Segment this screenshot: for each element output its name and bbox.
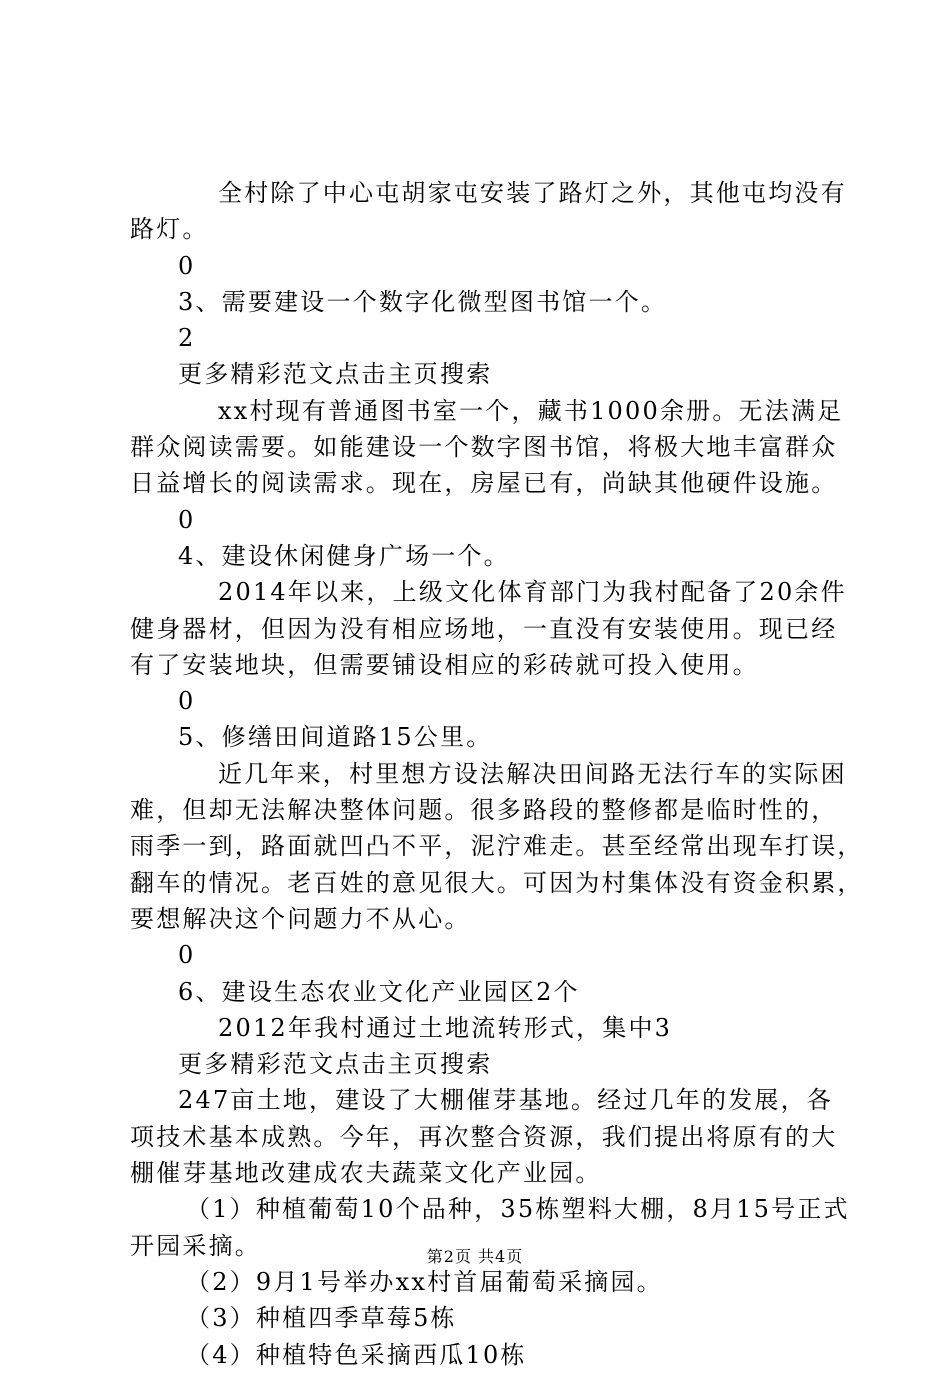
text-line: 开园采摘。 [130, 1231, 261, 1260]
page-footer: 第2页 共4页 [426, 1247, 524, 1266]
text-line: 2012年我村通过土地流转形式，集中3 [218, 1013, 673, 1042]
text-line: 4、建设休闲健身广场一个。 [178, 541, 510, 570]
text-line: 翻车的情况。老百姓的意见很大。可因为村集体没有资金积累， [130, 868, 864, 897]
text-line: xx村现有普通图书室一个，藏书1000余册。无法满足 [218, 396, 844, 425]
text-line: 群众阅读需要。如能建设一个数字图书馆，将极大地丰富群众 [130, 433, 838, 462]
text-line: 5、修缮田间道路15公里。 [178, 723, 493, 752]
text-line: 项技术基本成熟。今年，再次整合资源，我们提出将原有的大 [130, 1122, 838, 1151]
text-line: （2）9月1号举办xx村首届葡萄采摘园。 [186, 1267, 663, 1296]
text-line: 棚催芽基地改建成农夫蔬菜文化产业园。 [130, 1159, 602, 1188]
text-line: 难，但却无法解决整体问题。很多路段的整修都是临时性的， [130, 796, 838, 825]
text-line: 路灯。 [130, 215, 209, 244]
text-line: 0 [178, 687, 196, 716]
text-line: （1）种植葡萄10个品种，35栋塑料大棚，8月15号正式 [186, 1195, 850, 1224]
text-line: 健身器材，但因为没有相应场地，一直没有安装使用。现已经 [130, 614, 838, 643]
text-line: 要想解决这个问题力不从心。 [130, 904, 471, 933]
text-line: （4）种植特色采摘西瓜10栋 [186, 1340, 527, 1369]
text-line: 3、需要建设一个数字化微型图书馆一个。 [178, 287, 668, 316]
text-line: 雨季一到，路面就凹凸不平，泥泞难走。甚至经常出现车打误， [130, 832, 864, 861]
text-line: 日益增长的阅读需求。现在，房屋已有，尚缺其他硬件设施。 [130, 469, 838, 498]
document-body [130, 175, 864, 1373]
text-line: 更多精彩范文点击主页搜索 [178, 360, 493, 389]
text-line: 0 [178, 251, 196, 280]
text-line: 2 [178, 324, 196, 353]
text-line: 0 [178, 505, 196, 534]
text-line: 0 [178, 941, 196, 970]
text-line: 6、建设生态农业文化产业园区2个 [178, 977, 580, 1006]
text-line: 更多精彩范文点击主页搜索 [178, 1050, 493, 1079]
text-line: 近几年来，村里想方设法解决田间路无法行车的实际困 [218, 759, 847, 788]
text-line: 2014年以来，上级文化体育部门为我村配备了20余件 [218, 578, 847, 607]
text-line: 有了安装地块，但需要铺设相应的彩砖就可投入使用。 [130, 650, 759, 679]
text-line: （3）种植四季草莓5栋 [186, 1304, 457, 1333]
text-line: 247亩土地，建设了大棚催芽基地。经过几年的发展，各 [178, 1086, 834, 1115]
text-line: 全村除了中心屯胡家屯安装了路灯之外，其他屯均没有 [218, 179, 847, 207]
